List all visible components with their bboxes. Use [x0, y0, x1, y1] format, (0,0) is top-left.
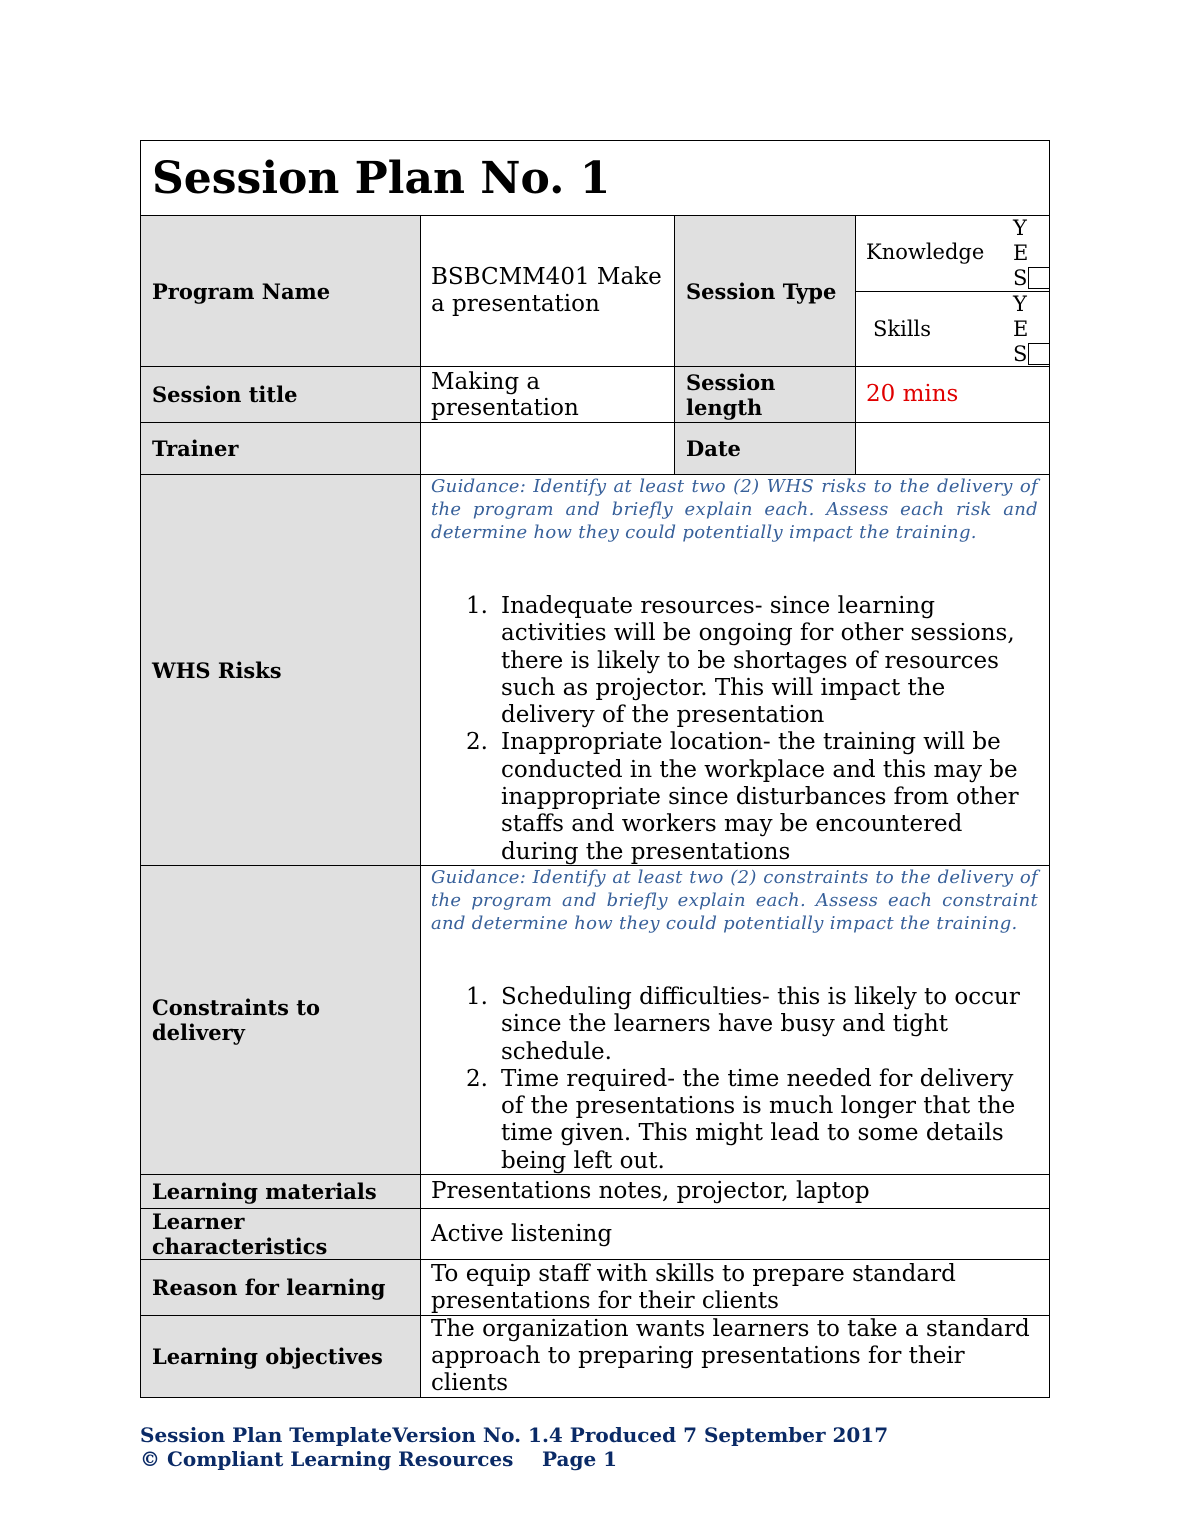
learner-characteristics-value: Active listening — [420, 1208, 1050, 1260]
program-name-label: Program Name — [140, 215, 421, 367]
constraints-list — [431, 984, 1031, 1175]
session-title-value: Making a presentation — [420, 366, 675, 423]
knowledge-yes: Y E S — [1013, 216, 1029, 290]
learner-characteristics-label: Learner characteristics — [140, 1208, 421, 1260]
learning-materials-value: Presentations notes, projector, laptop — [420, 1174, 1050, 1209]
reason-value: To equip staff with skills to prepare standard presentations for their clients — [420, 1259, 1050, 1316]
session-type-label: Session Type — [674, 215, 856, 367]
list-item: 1. Inadequate resources- since learning activities will be ongoing for other sessions, there is likely to be shortages of resources such as projector. This will impact the delivery of the presentation — [466, 593, 1015, 729]
constraints-cell — [420, 865, 1050, 1175]
whs-risks-label: WHS Risks — [140, 474, 421, 866]
whs-list — [431, 593, 1031, 866]
whs-risks-cell — [420, 474, 1050, 866]
skills-checkbox[interactable] — [1028, 343, 1050, 365]
program-name-value: BSBCMM401 Make a presentation — [420, 215, 675, 367]
footer-version: Session Plan TemplateVersion No. 1.4 Produced 7 September 2017 — [140, 1423, 889, 1447]
page-title: Session Plan No. 1 — [140, 140, 1050, 216]
skills-cell — [855, 291, 1050, 367]
session-length-value: 20 mins — [855, 366, 1050, 423]
list-item: 1. Scheduling difficulties- this is likely to occur since the learners have busy and tight schedule. — [466, 984, 1020, 1065]
skills-label: Skills — [873, 317, 932, 341]
whs-guidance: Guidance: Identify at least two (2) WHS risks to the delivery of the program and briefly explain each. Assess each risk and determine how they could potentially impact the training. — [431, 476, 1038, 543]
session-length-label: Session length — [674, 366, 856, 423]
footer-copyright: © Compliant Learning Resources — [140, 1447, 514, 1471]
session-title-label: Session title — [140, 366, 421, 423]
learning-materials-label: Learning materials — [140, 1174, 421, 1209]
date-label: Date — [674, 422, 856, 475]
reason-label: Reason for learning — [140, 1259, 421, 1316]
objectives-label: Learning objectives — [140, 1315, 421, 1398]
constraints-guidance: Guidance: Identify at least two (2) constraints to the delivery of the program and briefly explain each. Assess each constraint and determine how they could potentially impact the training. — [431, 867, 1038, 934]
trainer-value[interactable] — [420, 422, 675, 475]
knowledge-label: Knowledge — [866, 240, 985, 264]
knowledge-cell — [855, 215, 1050, 292]
date-value[interactable] — [855, 422, 1050, 475]
skills-yes: Y E S — [1013, 292, 1029, 366]
objectives-value: The organization wants learners to take a standard approach to preparing presentations for their clients — [420, 1315, 1050, 1398]
knowledge-checkbox[interactable] — [1028, 267, 1050, 289]
list-item: 2. Inappropriate location- the training will be conducted in the workplace and this may be inappropriate since disturbances from other staffs and workers may be encountered during the presentations — [466, 729, 1019, 865]
constraints-label: Constraints to delivery — [140, 865, 421, 1175]
list-item: 2. Time required- the time needed for delivery of the presentations is much longer that the time given. This might lead to some details being left out. — [466, 1065, 1016, 1174]
footer-page-number: Page 1 — [542, 1447, 618, 1471]
trainer-label: Trainer — [140, 422, 421, 475]
